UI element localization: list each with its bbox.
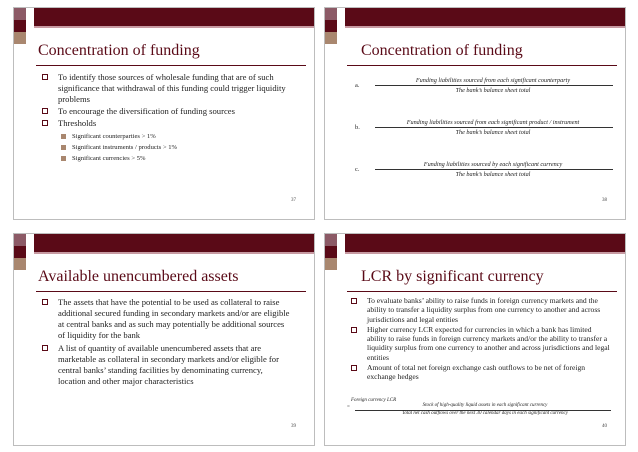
slide-38 bbox=[324, 7, 626, 220]
slide-title: Concentration of funding bbox=[38, 42, 200, 59]
sub-bullet-list bbox=[58, 131, 290, 164]
bullet-item: To identify those sources of wholesale funding that are of such significance that withdrawal of this funding could trigger liquidity problems bbox=[40, 72, 290, 105]
formula-numerator: Funding liabilities sourced by each significant currency bbox=[423, 161, 563, 168]
title-bar bbox=[34, 8, 314, 26]
formula-denominator: The bank’s balance sheet total bbox=[455, 129, 531, 136]
title-underline bbox=[36, 65, 306, 66]
title-bar bbox=[34, 234, 314, 252]
slide-number: 39 bbox=[291, 424, 296, 429]
square-bullet-icon bbox=[61, 156, 66, 161]
slide-37 bbox=[13, 7, 315, 220]
slide-title: Available unencumbered assets bbox=[38, 268, 239, 285]
formula-denominator: The bank’s balance sheet total bbox=[455, 87, 531, 94]
checkbox-bullet-icon bbox=[42, 120, 48, 126]
sub-bullet-item: Significant counterparties > 1% bbox=[58, 131, 290, 142]
bullet-list bbox=[349, 296, 611, 383]
sub-bullet-item: Significant instruments / products > 1% bbox=[58, 142, 290, 153]
checkbox-bullet-icon bbox=[42, 345, 48, 351]
bullet-item: To encourage the diversification of funding sources bbox=[40, 106, 290, 117]
slide-title: Concentration of funding bbox=[361, 42, 523, 59]
sub-bullet-item: Significant currencies > 5% bbox=[58, 153, 290, 164]
sidebar-blocks bbox=[14, 234, 26, 284]
slide-39 bbox=[13, 233, 315, 446]
slide-number: 40 bbox=[602, 424, 607, 429]
formula-a: a. Funding liabilities sourced from each significant counterparty The bank’s balance sheet total bbox=[355, 76, 613, 98]
bullet-item: Higher currency LCR expected for currencies in which a bank has limited ability to raise funds in foreign currency markets and/or the ability to transfer a liquidity surplus from one currency to another and across jurisdictions and legal entities bbox=[349, 325, 611, 362]
title-underline bbox=[36, 291, 306, 292]
formula-c: c. Funding liabilities sourced by each significant currency The bank’s balance sheet total bbox=[355, 160, 613, 182]
checkbox-bullet-icon bbox=[351, 298, 357, 304]
title-underline bbox=[347, 65, 617, 66]
checkbox-bullet-icon bbox=[351, 327, 357, 333]
formula-numerator: Stock of high-quality liquid assets in each significant currency bbox=[422, 403, 548, 408]
checkbox-bullet-icon bbox=[42, 299, 48, 305]
bullet-item: Thresholds Significant counterparties > 1% Significant instruments / products > 1% Significant currencies > 5% bbox=[40, 118, 290, 164]
bullet-item: The assets that have the potential to be used as collateral to raise additional secured funding in secondary markets and/or are eligible at central banks and as such may potentially be additional sources of liquidity for the bank bbox=[40, 297, 290, 341]
bullet-list bbox=[40, 297, 290, 388]
formula-denominator: The bank’s balance sheet total bbox=[455, 171, 531, 178]
sidebar-blocks bbox=[325, 8, 337, 58]
bullet-item: A list of quantity of available unencumbered assets that are marketable as collateral in secondary markets and/or eligible for central banks’ standing facilities by denominating currency, location and other major characteristics bbox=[40, 343, 290, 387]
slide-number: 37 bbox=[291, 198, 296, 203]
bullet-list bbox=[40, 72, 290, 165]
formula-denominator: Total net cash outflows over the next 30 calendar days in each significant currency bbox=[402, 411, 568, 416]
slide-number: 38 bbox=[602, 198, 607, 203]
square-bullet-icon bbox=[61, 134, 66, 139]
slide-title: LCR by significant currency bbox=[361, 268, 544, 285]
title-bar bbox=[345, 8, 625, 26]
bullet-item: Amount of total net foreign exchange cash outflows to be net of foreign exchange hedges bbox=[349, 363, 611, 382]
formula-b: b. Funding liabilities sourced from each significant product / instrument The bank’s balance sheet total bbox=[355, 118, 613, 140]
formula-numerator: Funding liabilities sourced from each significant counterparty bbox=[415, 77, 571, 84]
checkbox-bullet-icon bbox=[351, 365, 357, 371]
formula-equals: = bbox=[347, 405, 350, 410]
sidebar-blocks bbox=[14, 8, 26, 58]
title-bar bbox=[345, 234, 625, 252]
checkbox-bullet-icon bbox=[42, 74, 48, 80]
slide-40 bbox=[324, 233, 626, 446]
sidebar-blocks bbox=[325, 234, 337, 284]
formula-numerator: Funding liabilities sourced from each significant product / instrument bbox=[406, 119, 580, 126]
formula-label: Foreign currency LCR bbox=[351, 398, 397, 403]
square-bullet-icon bbox=[61, 145, 66, 150]
title-underline bbox=[347, 291, 617, 292]
bullet-item: To evaluate banks’ ability to raise funds in foreign currency markets and the ability to transfer a liquidity surplus from one currency to another and across jurisdictions and legal entities bbox=[349, 296, 611, 324]
checkbox-bullet-icon bbox=[42, 108, 48, 114]
